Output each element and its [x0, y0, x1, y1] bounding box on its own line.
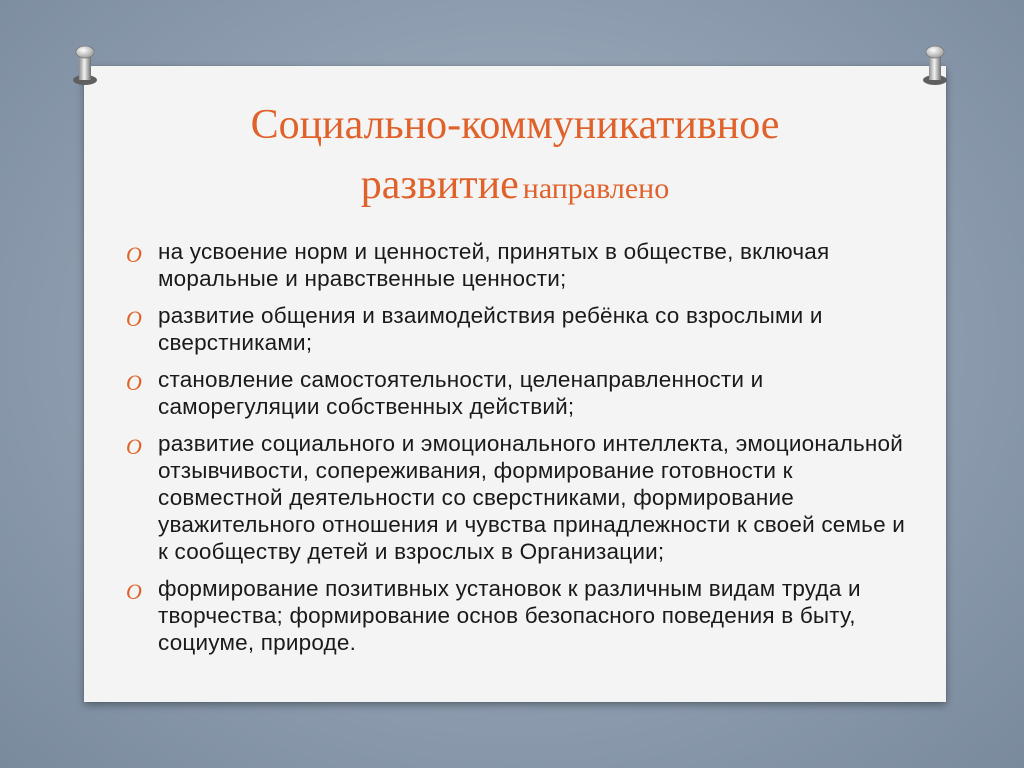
pushpin-icon: [920, 42, 950, 86]
slide-title: [84, 104, 946, 206]
list-item: [120, 575, 920, 656]
title-line-1: Социально-коммуникативное: [250, 102, 780, 148]
list-item-text: развитие общения и взаимодействия ребёнка со взрослыми и сверстниками;: [158, 303, 823, 355]
bullet-list: [120, 238, 920, 666]
list-item-text: формирование позитивных установок к различным видам труда и творчества; формирование основ безопасного поведения в быту, социуме, природе.: [158, 576, 861, 655]
bullet-icon: O: [126, 242, 143, 267]
list-item-text: становление самостоятельности, целенаправленности и саморегуляции собственных действий;: [158, 367, 764, 419]
list-item: [120, 238, 920, 292]
list-item: [120, 302, 920, 356]
list-item: [120, 430, 920, 565]
list-item-text: на усвоение норм и ценностей, принятых в обществе, включая моральные и нравственные ценности;: [158, 239, 830, 291]
list-item-text: развитие социального и эмоционального интеллекта, эмоциональной отзывчивости, сопереживания, формирование готовности к совместной деятельности со сверстниками, формирование уважительного отношения и чувства принадлежности к своей семье и к сообществу детей и взрослых в Организации;: [158, 431, 906, 564]
bullet-icon: O: [126, 579, 143, 604]
bullet-icon: O: [126, 434, 143, 459]
list-item: [120, 366, 920, 420]
title-emphasis: развитие: [360, 162, 519, 208]
title-rest: направлено: [522, 172, 670, 205]
bullet-icon: O: [126, 306, 143, 331]
title-line-2: [84, 164, 946, 206]
bullet-icon: O: [126, 370, 143, 395]
pushpin-icon: [70, 42, 100, 86]
